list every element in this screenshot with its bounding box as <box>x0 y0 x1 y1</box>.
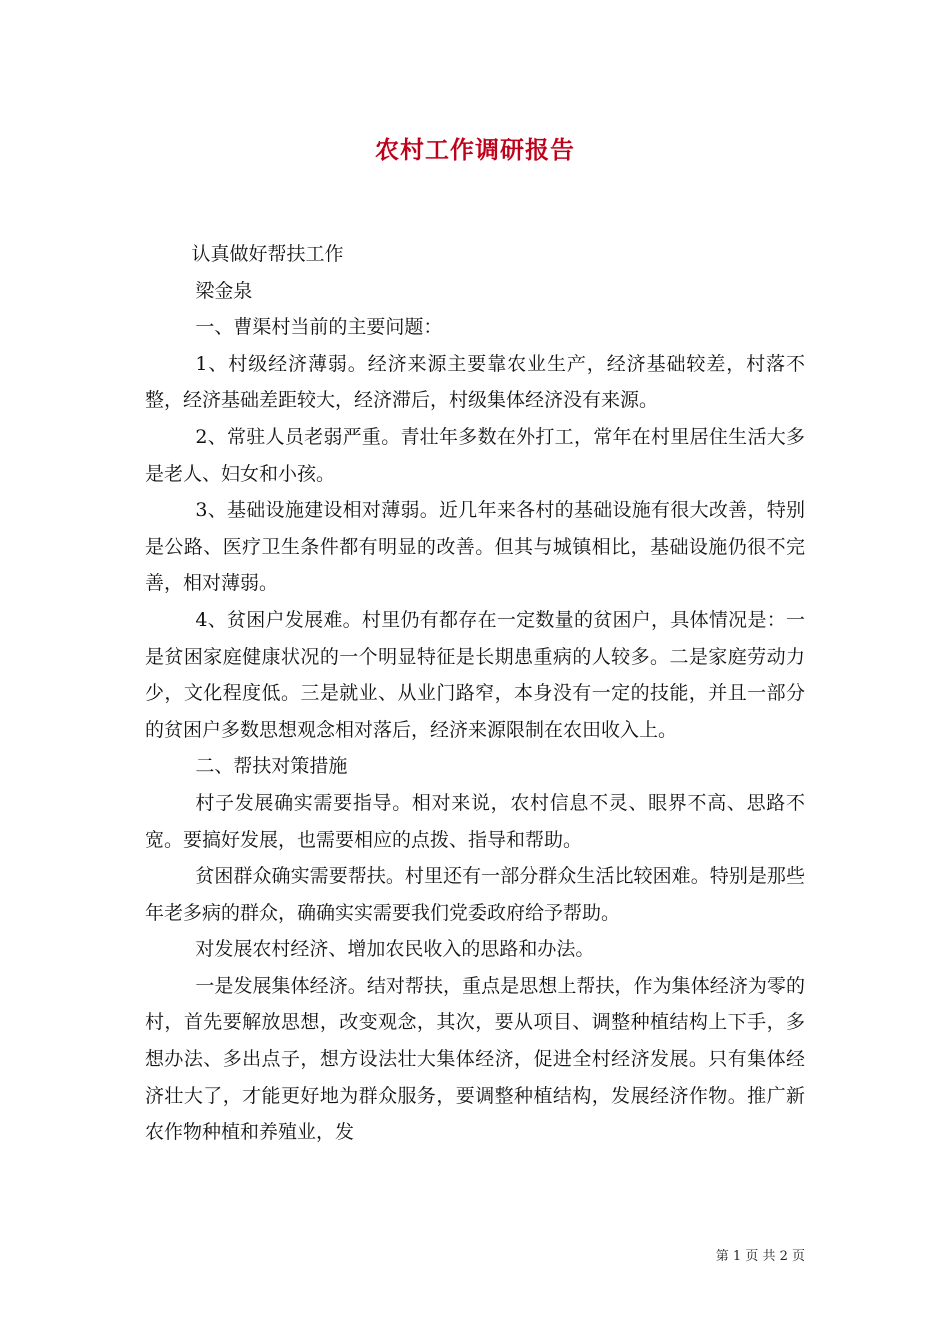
document-body <box>145 236 805 1151</box>
paragraph-problem-4: 4、贫困户发展难。村里仍有都存在一定数量的贫困户，具体情况是：一是贫困家庭健康状况的一个明显特征是长期患重病的人较多。二是家庭劳动力少，文化程度低。三是就业、从业门路窄，本身没有一定的技能，并且一部分的贫困户多数思想观念相对落后，经济来源限制在农田收入上。 <box>145 608 805 741</box>
document-title: 农村工作调研报告 <box>375 135 575 164</box>
paragraph-ideas-intro: 对发展农村经济、增加农民收入的思路和办法。 <box>195 938 595 961</box>
paragraph-measure-guidance: 村子发展确实需要指导。相对来说，农村信息不灵、眼界不高、思路不宽。要搞好发展，也需要相应的点拨、指导和帮助。 <box>145 791 805 851</box>
section-heading: 认真做好帮扶工作 <box>191 243 344 265</box>
paragraph-problem-3: 3、基础设施建设相对薄弱。近几年来各村的基础设施有很大改善，特别是公路、医疗卫生条件都有明显的改善。但其与城镇相比，基础设施仍很不完善，相对薄弱。 <box>145 499 805 595</box>
page-number-footer: 第 1 页 共 2 页 <box>715 1249 805 1264</box>
author-name: 梁金泉 <box>195 279 253 302</box>
paragraph-measure-assistance: 贫困群众确实需要帮扶。村里还有一部分群众生活比较困难。特别是那些年老多病的群众，确确实实需要我们党委政府给予帮助。 <box>145 865 805 924</box>
paragraph-problem-2: 2、常驻人员老弱严重。青壮年多数在外打工，常年在村里居住生活大多是老人、妇女和小孩。 <box>145 425 805 485</box>
paragraph-collective-economy: 一是发展集体经济。结对帮扶，重点是思想上帮扶，作为集体经济为零的村，首先要解放思想，改变观念，其次，要从项目、调整种植结构上下手，多想办法、多出点子，想方设法壮大集体经济，促进全村经济发展。只有集体经济壮大了，才能更好地为群众服务，要调整种植结构，发展经济作物。推广新农作物种植和养殖业，发 <box>145 974 805 1144</box>
section-heading-measures: 二、帮扶对策措施 <box>195 755 348 778</box>
paragraph-problem-1: 1、村级经济薄弱。经济来源主要靠农业生产，经济基础较差，村落不整，经济基础差距较大，经济滞后，村级集体经济没有来源。 <box>145 352 805 412</box>
section-heading-problems: 一、曹渠村当前的主要问题： <box>195 316 443 339</box>
